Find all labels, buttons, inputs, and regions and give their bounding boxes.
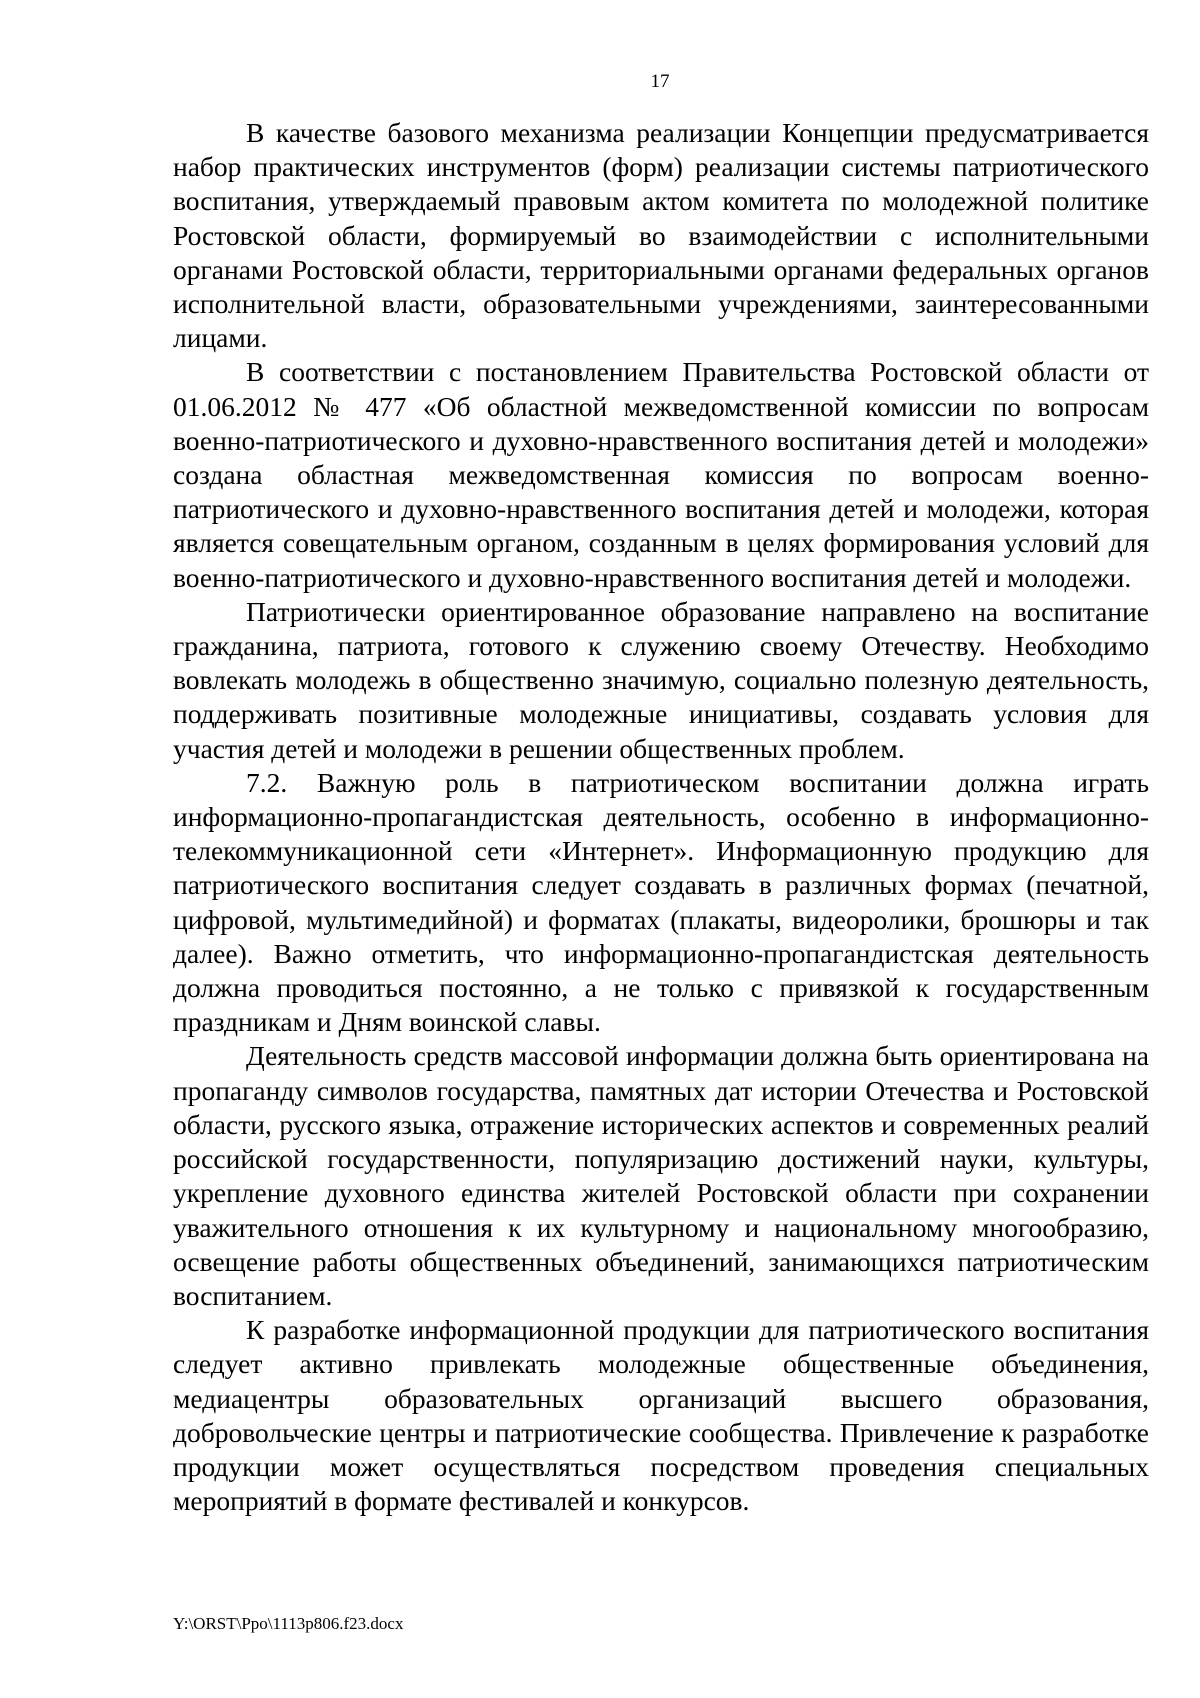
paragraph-mass-media: Деятельность средств массовой информации должна быть ориентирована на пропаганду символов государства, памятных дат истории Отечества и Ростовской области, русского языка, отражение исторических аспектов и современных реалий российской государственности, популяризацию достижений науки, культуры, укрепление духовного единства жителей Ростовской области при сохранении уважительного отношения к их культурному и национальному многообразию, освещение работы общественных объединений, занимающихся патриотическим воспитанием. (173, 1040, 1149, 1311)
paragraph-interdepartmental-commission: В соответствии с постановлением Правительства Ростовской области от 01.06.2012 № 477 «Об областной межведомственной комиссии по вопросам военно-патриотического и духовно-нравственного воспитания детей и молодежи» создана областная межведомственная комиссия по вопросам военно-патриотического и духовно-нравственного воспитания детей и молодежи, которая является совещательным органом, созданным в целях формирования условий для военно-патриотического и духовно-нравственного воспитания детей и молодежи. (173, 356, 1149, 593)
document-body (173, 116, 1149, 1518)
paragraph-implementation-mechanism: В качестве базового механизма реализации Концепции предусматривается набор практических инструментов (форм) реализации системы патриотического воспитания, утверждаемый правовым актом комитета по молодежной политике Ростовской области, формируемый во взаимодействии с исполнительными органами Ростовской области, территориальными органами федеральных органов исполнительной власти, образовательными учреждениями, заинтересованными лицами. (173, 117, 1149, 354)
paragraph-information-propaganda: 7.2. Важную роль в патриотическом воспитании должна играть информационно-пропагандистская деятельность, особенно в информационно-телекоммуникационной сети «Интернет». Информационную продукцию для патриотического воспитания следует создавать в различных формах (печатной, цифровой, мультимедийной) и форматах (плакаты, видеоролики, брошюры и так далее). Важно отметить, что информационно-пропагандистская деятельность должна проводиться постоянно, а не только с привязкой к государственным праздникам и Дням воинской славы. (173, 766, 1149, 1038)
paragraph-patriotic-education: Патриотически ориентированное образование направлено на воспитание гражданина, патриота, готового к служению своему Отечеству. Необходимо вовлекать молодежь в общественно значимую, социально полезную деятельность, поддерживать позитивные молодежные инициативы, создавать условия для участия детей и молодежи в решении общественных проблем. (173, 595, 1149, 764)
footer-file-path: Y:\ORST\Ppo\1113p806.f23.docx (173, 1614, 404, 1633)
paragraph-product-development: К разработке информационной продукции для патриотического воспитания следует активно привлекать молодежные общественные объединения, медиацентры образовательных организаций высшего образования, добровольческие центры и патриотические сообщества. Привлечение к разработке продукции может осуществляться посредством проведения специальных мероприятий в формате фестивалей и конкурсов. (173, 1314, 1149, 1517)
page-number: 17 (650, 71, 670, 92)
